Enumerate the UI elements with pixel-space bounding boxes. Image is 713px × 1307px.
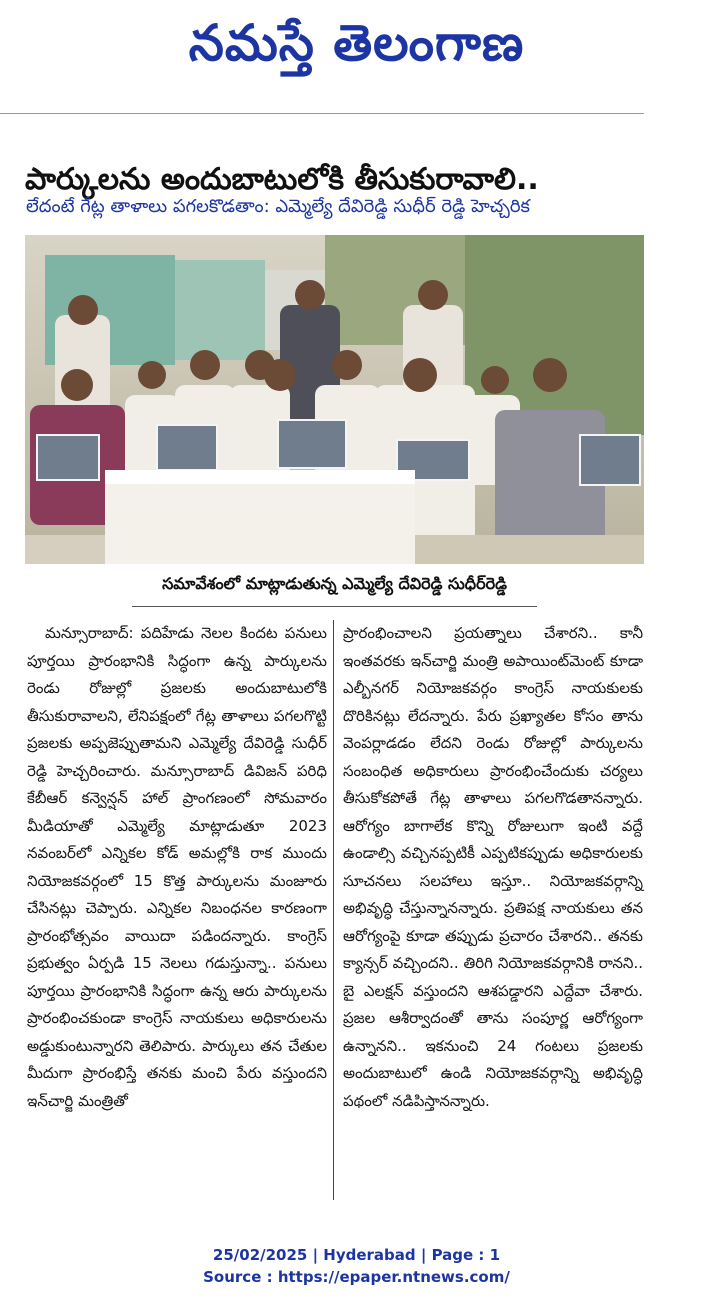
article-column-right	[343, 620, 643, 1115]
masthead	[0, 0, 713, 110]
article-headline: పార్కులను అందుబాటులోకి తీసుకురావాలి..	[25, 162, 539, 198]
column-divider	[333, 620, 334, 1200]
article-subheadline: లేదంటే గేట్ల తాళాలు పగలకొడతాం: ఎమ్మెల్యే దేవిరెడ్డి సుధీర్ రెడ్డి హెచ్చరిక	[26, 196, 530, 217]
article-photo	[25, 235, 644, 564]
footer-source[interactable]: Source : https://epaper.ntnews.com/	[203, 1268, 510, 1286]
footer-date-page: 25/02/2025 | Hyderabad | Page : 1	[212, 1246, 501, 1264]
page-footer	[0, 1244, 713, 1288]
article-body-right: ప్రారంభించాలని ప్రయత్నాలు చేశారని.. కానీ ఇంతవరకు ఇన్‌చార్జి మంత్రి అపాయింట్‌మెంట్ కూడా ఎల్బీనగర్ నియోజకవర్గం కాంగ్రెస్ నాయకులకు దొరికినట్లు లేదన్నారు. పేరు ప్రఖ్యాతల కోసం తాను వెంపర్లాడడం లేదని రెండు రోజుల్లో పార్కులను సంబంధిత అధికారులు ప్రారంభించేందుకు చర్యలు తీసుకోకపోతే గేట్ల తాళాలు పగలగొడతానన్నారు. ఆరోగ్యం బాగాలేక కొన్ని రోజులుగా ఇంటి వద్దే ఉండాల్సి వచ్చినప్పటికీ ఎప్పటికప్పుడు అధికారులకు సూచనలు సలహాలు ఇస్తూ.. నియోజకవర్గాన్ని అభివృద్ధి చేస్తున్నానన్నారు. ప్రతిపక్ష నాయకులు తన ఆరోగ్యంపై కూడా తప్పుడు ప్రచారం చేశారని.. తనకు క్యాన్సర్ వచ్చిందని.. తిరిగి నియోజకవర్గానికి రానని.. బై ఎలక్షన్ వస్తుందని ఆశపడ్డారని ఎద్దేవా చేశారు. ప్రజల ఆశీర్వాదంతో తాను సంపూర్ణ ఆరోగ్యంగా ఉన్నానని.. ఇకనుంచి 24 గంటలు ప్రజలకు అందుబాటులో ఉండి నియోజకవర్గాన్ని అభివృద్ధి పథంలో నడిపిస్తానన్నారు.	[343, 624, 643, 1110]
newspaper-logo: నమస్తే తెలంగాణ	[188, 13, 525, 72]
press-meet-photo	[25, 235, 644, 564]
masthead-rule	[0, 113, 644, 114]
caption-underline	[132, 606, 537, 607]
article-column-left	[27, 620, 327, 1115]
article-body-left: మన్సూరాబాద్: పదిహేడు నెలల కిందట పనులు పూర్తయి ప్రారంభానికి సిద్ధంగా ఉన్న పార్కులను రెండు రోజుల్లో ప్రజలకు అందుబాటులోకి తీసుకురావాలని, లేనిపక్షంలో గేట్ల తాళాలు పగలగొట్టి ప్రజలకు అప్పజెప్పుతామని ఎమ్మెల్యే దేవిరెడ్డి సుధీర్ రెడ్డి హెచ్చరించారు. మన్సూరాబాద్ డివిజన్ పరిధి కేబీఆర్ కన్వెన్షన్ హాల్ ప్రాంగణంలో సోమవారం మీడియాతో ఎమ్మెల్యే మాట్లాడుతూ 2023 నవంబర్‌లో ఎన్నికల కోడ్ అమల్లోకి రాక ముందు నియోజకవర్గంలో 15 కొత్త పార్కులను మంజూరు చేసినట్లు చెప్పారు. ఎన్నికల నిబంధనల కారణంగా ప్రారంభోత్సవం వాయిదా పడిందన్నారు. కాంగ్రెస్ ప్రభుత్వం ఏర్పడి 15 నెలలు గడుస్తున్నా.. పనులు పూర్తయి ప్రారంభానికి సిద్ధంగా ఉన్న ఆరు పార్కులను ప్రారంభించకుండా కాంగ్రెస్ నాయకులు అధికారులను అడ్డుకుంటున్నారని తెలిపారు. పార్కులు తన చేతుల మీదుగా ప్రారంభిస్తే తనకు మంచి పేరు వస్తుందని ఇన్‌చార్జి మంత్రితో	[27, 624, 327, 1110]
photo-caption: సమావేశంలో మాట్లాడుతున్న ఎమ్మెల్యే దేవిరెడ్డి సుధీర్‌రెడ్డి	[162, 574, 507, 593]
